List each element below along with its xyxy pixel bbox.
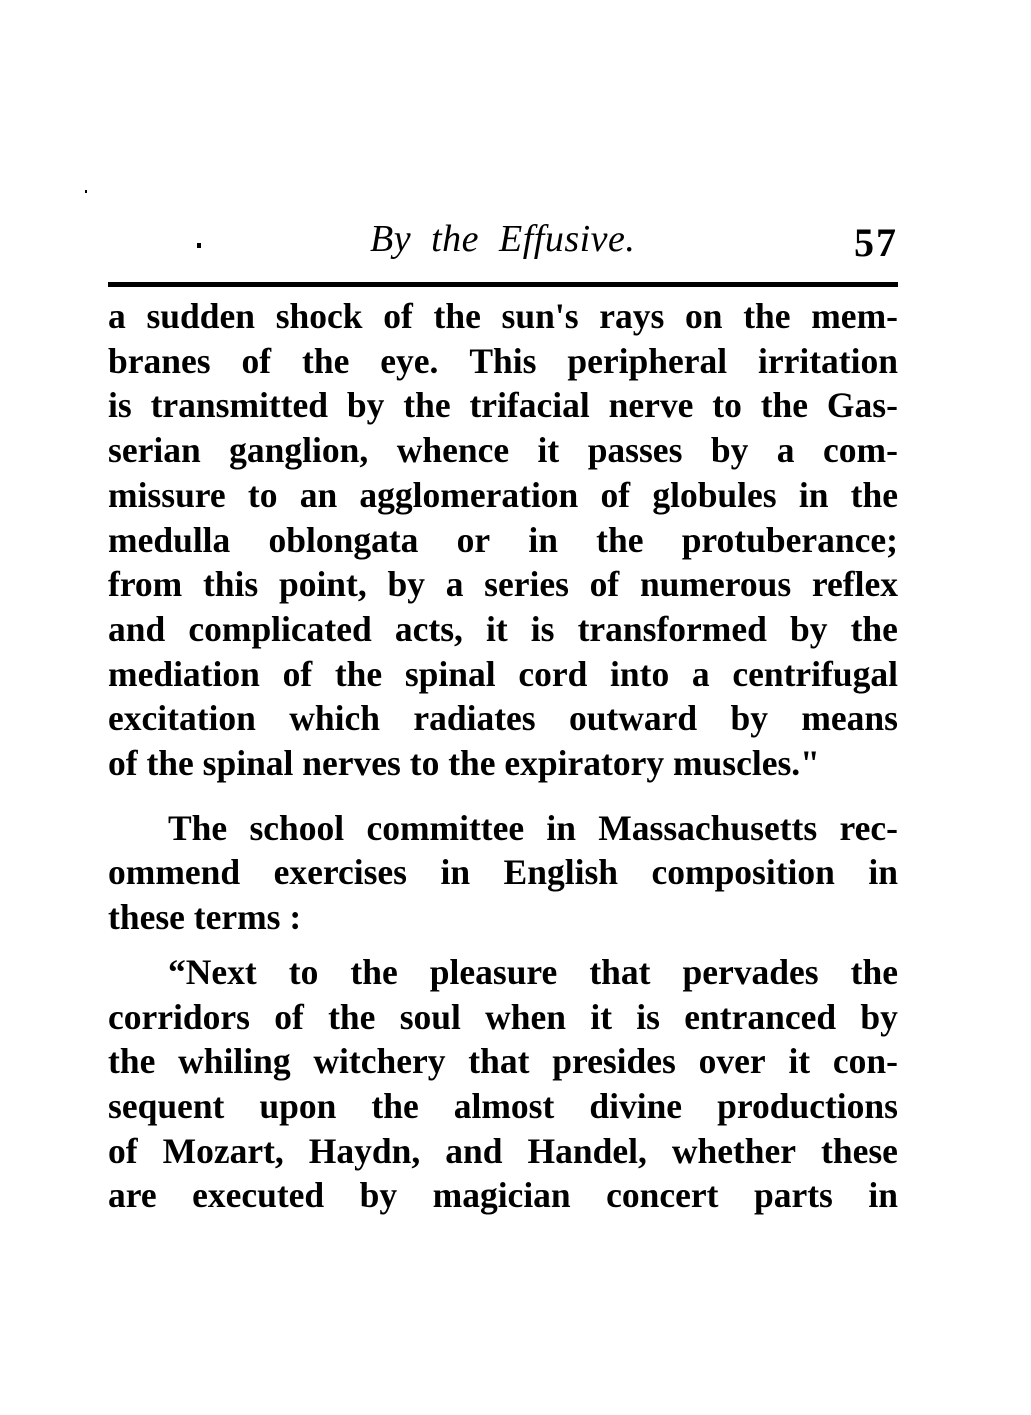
word: an — [299, 474, 338, 515]
word: by — [860, 996, 898, 1037]
word: a — [776, 430, 795, 471]
word: the — [108, 1041, 156, 1082]
scan-speck — [85, 190, 87, 193]
word: almost — [453, 1085, 555, 1126]
header-rule — [108, 282, 898, 287]
word: ganglion, — [229, 430, 369, 471]
word: the — [850, 474, 898, 515]
word: The — [168, 807, 228, 848]
text-line — [108, 995, 898, 1040]
word: numerous — [639, 564, 792, 605]
word: in — [440, 852, 471, 893]
word: to — [712, 385, 742, 426]
word: cord — [518, 653, 588, 694]
word: the — [350, 951, 398, 992]
word: oblongata — [268, 519, 419, 560]
word: point, — [278, 564, 367, 605]
word: whence — [396, 430, 510, 471]
word: a — [445, 564, 464, 605]
word: these — [821, 1130, 898, 1171]
word: rays — [599, 296, 665, 336]
word: globules — [652, 474, 777, 515]
word: witchery — [313, 1041, 446, 1082]
text-line — [108, 339, 898, 384]
text-line — [108, 428, 898, 473]
word: whiling — [178, 1041, 291, 1082]
text-line: of the spinal nerves to the expiratory muscles." — [108, 743, 820, 784]
word: the — [850, 608, 898, 649]
word: spinal — [404, 653, 496, 694]
text-line — [108, 607, 898, 652]
word: trifacial — [469, 385, 590, 426]
paragraph — [108, 950, 898, 1218]
word: in — [546, 807, 576, 848]
word: acts, — [394, 608, 463, 649]
word: it — [788, 1041, 811, 1082]
word: series — [484, 564, 569, 605]
word: Massachusetts — [598, 807, 818, 848]
word: Mozart, — [162, 1130, 284, 1171]
word: English — [503, 852, 619, 893]
word: complicated — [188, 608, 372, 649]
word: peripheral — [567, 340, 728, 381]
word: Handel, — [527, 1130, 647, 1171]
paragraph — [108, 294, 898, 786]
text-line — [108, 383, 898, 428]
word: of — [282, 653, 313, 694]
word: the — [328, 996, 376, 1037]
text-line — [108, 696, 898, 741]
word: parts — [753, 1175, 833, 1216]
text-line — [108, 473, 898, 518]
word: branes — [108, 340, 211, 381]
word: rec- — [839, 807, 898, 848]
word: the — [371, 1085, 419, 1126]
word: composition — [651, 852, 835, 893]
word: This — [469, 340, 537, 381]
word: shock — [275, 296, 363, 336]
word: by — [387, 564, 425, 605]
word: by — [346, 385, 385, 426]
word: concert — [606, 1175, 719, 1216]
word: radiates — [413, 698, 536, 739]
text-line — [108, 1129, 898, 1174]
word: medulla — [108, 519, 231, 560]
word: passes — [587, 430, 683, 471]
word: eye. — [380, 340, 439, 381]
word: corridors — [108, 996, 250, 1037]
word: transformed — [577, 608, 767, 649]
word: centrifugal — [732, 653, 898, 694]
text-line — [108, 850, 898, 895]
word: com- — [823, 430, 898, 471]
word: excitation — [108, 698, 256, 739]
body-text — [108, 294, 898, 1218]
text-line — [108, 1084, 898, 1129]
word: of — [600, 474, 631, 515]
word: means — [801, 698, 898, 739]
page-number: 57 — [854, 220, 898, 265]
word: exercises — [273, 852, 407, 893]
text-line: these terms : — [108, 897, 302, 938]
word: the — [850, 951, 898, 992]
text-line — [108, 806, 898, 851]
word: protuberance; — [681, 519, 898, 560]
word: this — [202, 564, 259, 605]
word: sudden — [146, 296, 255, 336]
text-line — [108, 652, 898, 697]
word: into — [610, 653, 670, 694]
word: “Next — [168, 951, 257, 992]
text-line — [108, 518, 898, 563]
word: in — [798, 474, 829, 515]
word: sequent — [108, 1085, 225, 1126]
word: of — [108, 1130, 138, 1171]
word: the — [334, 653, 383, 694]
running-head — [108, 205, 898, 265]
word: magician — [432, 1175, 571, 1216]
text-line — [108, 1039, 898, 1084]
text-line — [108, 294, 898, 339]
word: by — [730, 698, 768, 739]
word: by — [359, 1175, 398, 1216]
text-line — [108, 1173, 898, 1218]
word: is — [530, 608, 555, 649]
word: con- — [832, 1041, 898, 1082]
word: it — [590, 996, 613, 1037]
paragraph — [108, 806, 898, 940]
word: transmitted — [150, 385, 329, 426]
word: serian — [108, 430, 201, 471]
word: Gas- — [826, 385, 898, 426]
word: which — [289, 698, 380, 739]
paragraph-gap — [108, 786, 898, 806]
word: in — [528, 519, 558, 560]
word: and — [108, 608, 166, 649]
word: a — [691, 653, 710, 694]
word: Haydn, — [308, 1130, 421, 1171]
word: by — [790, 608, 828, 649]
word: irritation — [758, 340, 898, 381]
word: in — [868, 1175, 898, 1216]
word: presides — [552, 1041, 676, 1082]
word: outward — [568, 698, 698, 739]
word: of — [274, 996, 304, 1037]
word: from — [108, 564, 183, 605]
word: entranced — [684, 996, 837, 1037]
word: in — [868, 852, 898, 893]
word: and — [445, 1130, 503, 1171]
word: of — [383, 296, 413, 336]
word: school — [249, 807, 345, 848]
word: a — [108, 296, 126, 336]
word: is — [636, 996, 660, 1037]
word: are — [108, 1175, 157, 1216]
word: upon — [259, 1085, 337, 1126]
word: the — [743, 296, 791, 336]
paragraph-gap — [108, 940, 898, 950]
word: missure — [108, 474, 226, 515]
word: pervades — [682, 951, 819, 992]
word: sun's — [501, 296, 579, 336]
word: soul — [399, 996, 461, 1037]
text-line — [108, 950, 898, 995]
word: reflex — [811, 564, 898, 605]
word: committee — [366, 807, 525, 848]
running-title: By the Effusive. — [370, 218, 636, 260]
word: divine — [589, 1085, 683, 1126]
word: is — [108, 385, 132, 426]
word: when — [485, 996, 567, 1037]
word: to — [288, 951, 319, 992]
word: mem- — [811, 296, 898, 336]
word: that — [468, 1041, 530, 1082]
word: that — [589, 951, 651, 992]
word: nerve — [608, 385, 694, 426]
word: of — [589, 564, 620, 605]
word: the — [760, 385, 809, 426]
word: it — [537, 430, 560, 471]
word: it — [486, 608, 508, 649]
word: productions — [717, 1085, 898, 1126]
word: mediation — [108, 653, 260, 694]
word: the — [433, 296, 481, 336]
word: the — [403, 385, 451, 426]
word: to — [247, 474, 278, 515]
word: agglomeration — [359, 474, 579, 515]
word: or — [456, 519, 491, 560]
word: the — [596, 519, 644, 560]
word: over — [698, 1041, 766, 1082]
word: executed — [192, 1175, 325, 1216]
word: on — [685, 296, 723, 336]
word: the — [302, 340, 350, 381]
word: whether — [671, 1130, 797, 1171]
word: of — [241, 340, 272, 381]
text-line — [108, 562, 898, 607]
word: by — [710, 430, 749, 471]
word: ommend — [108, 852, 241, 893]
word: pleasure — [429, 951, 558, 992]
